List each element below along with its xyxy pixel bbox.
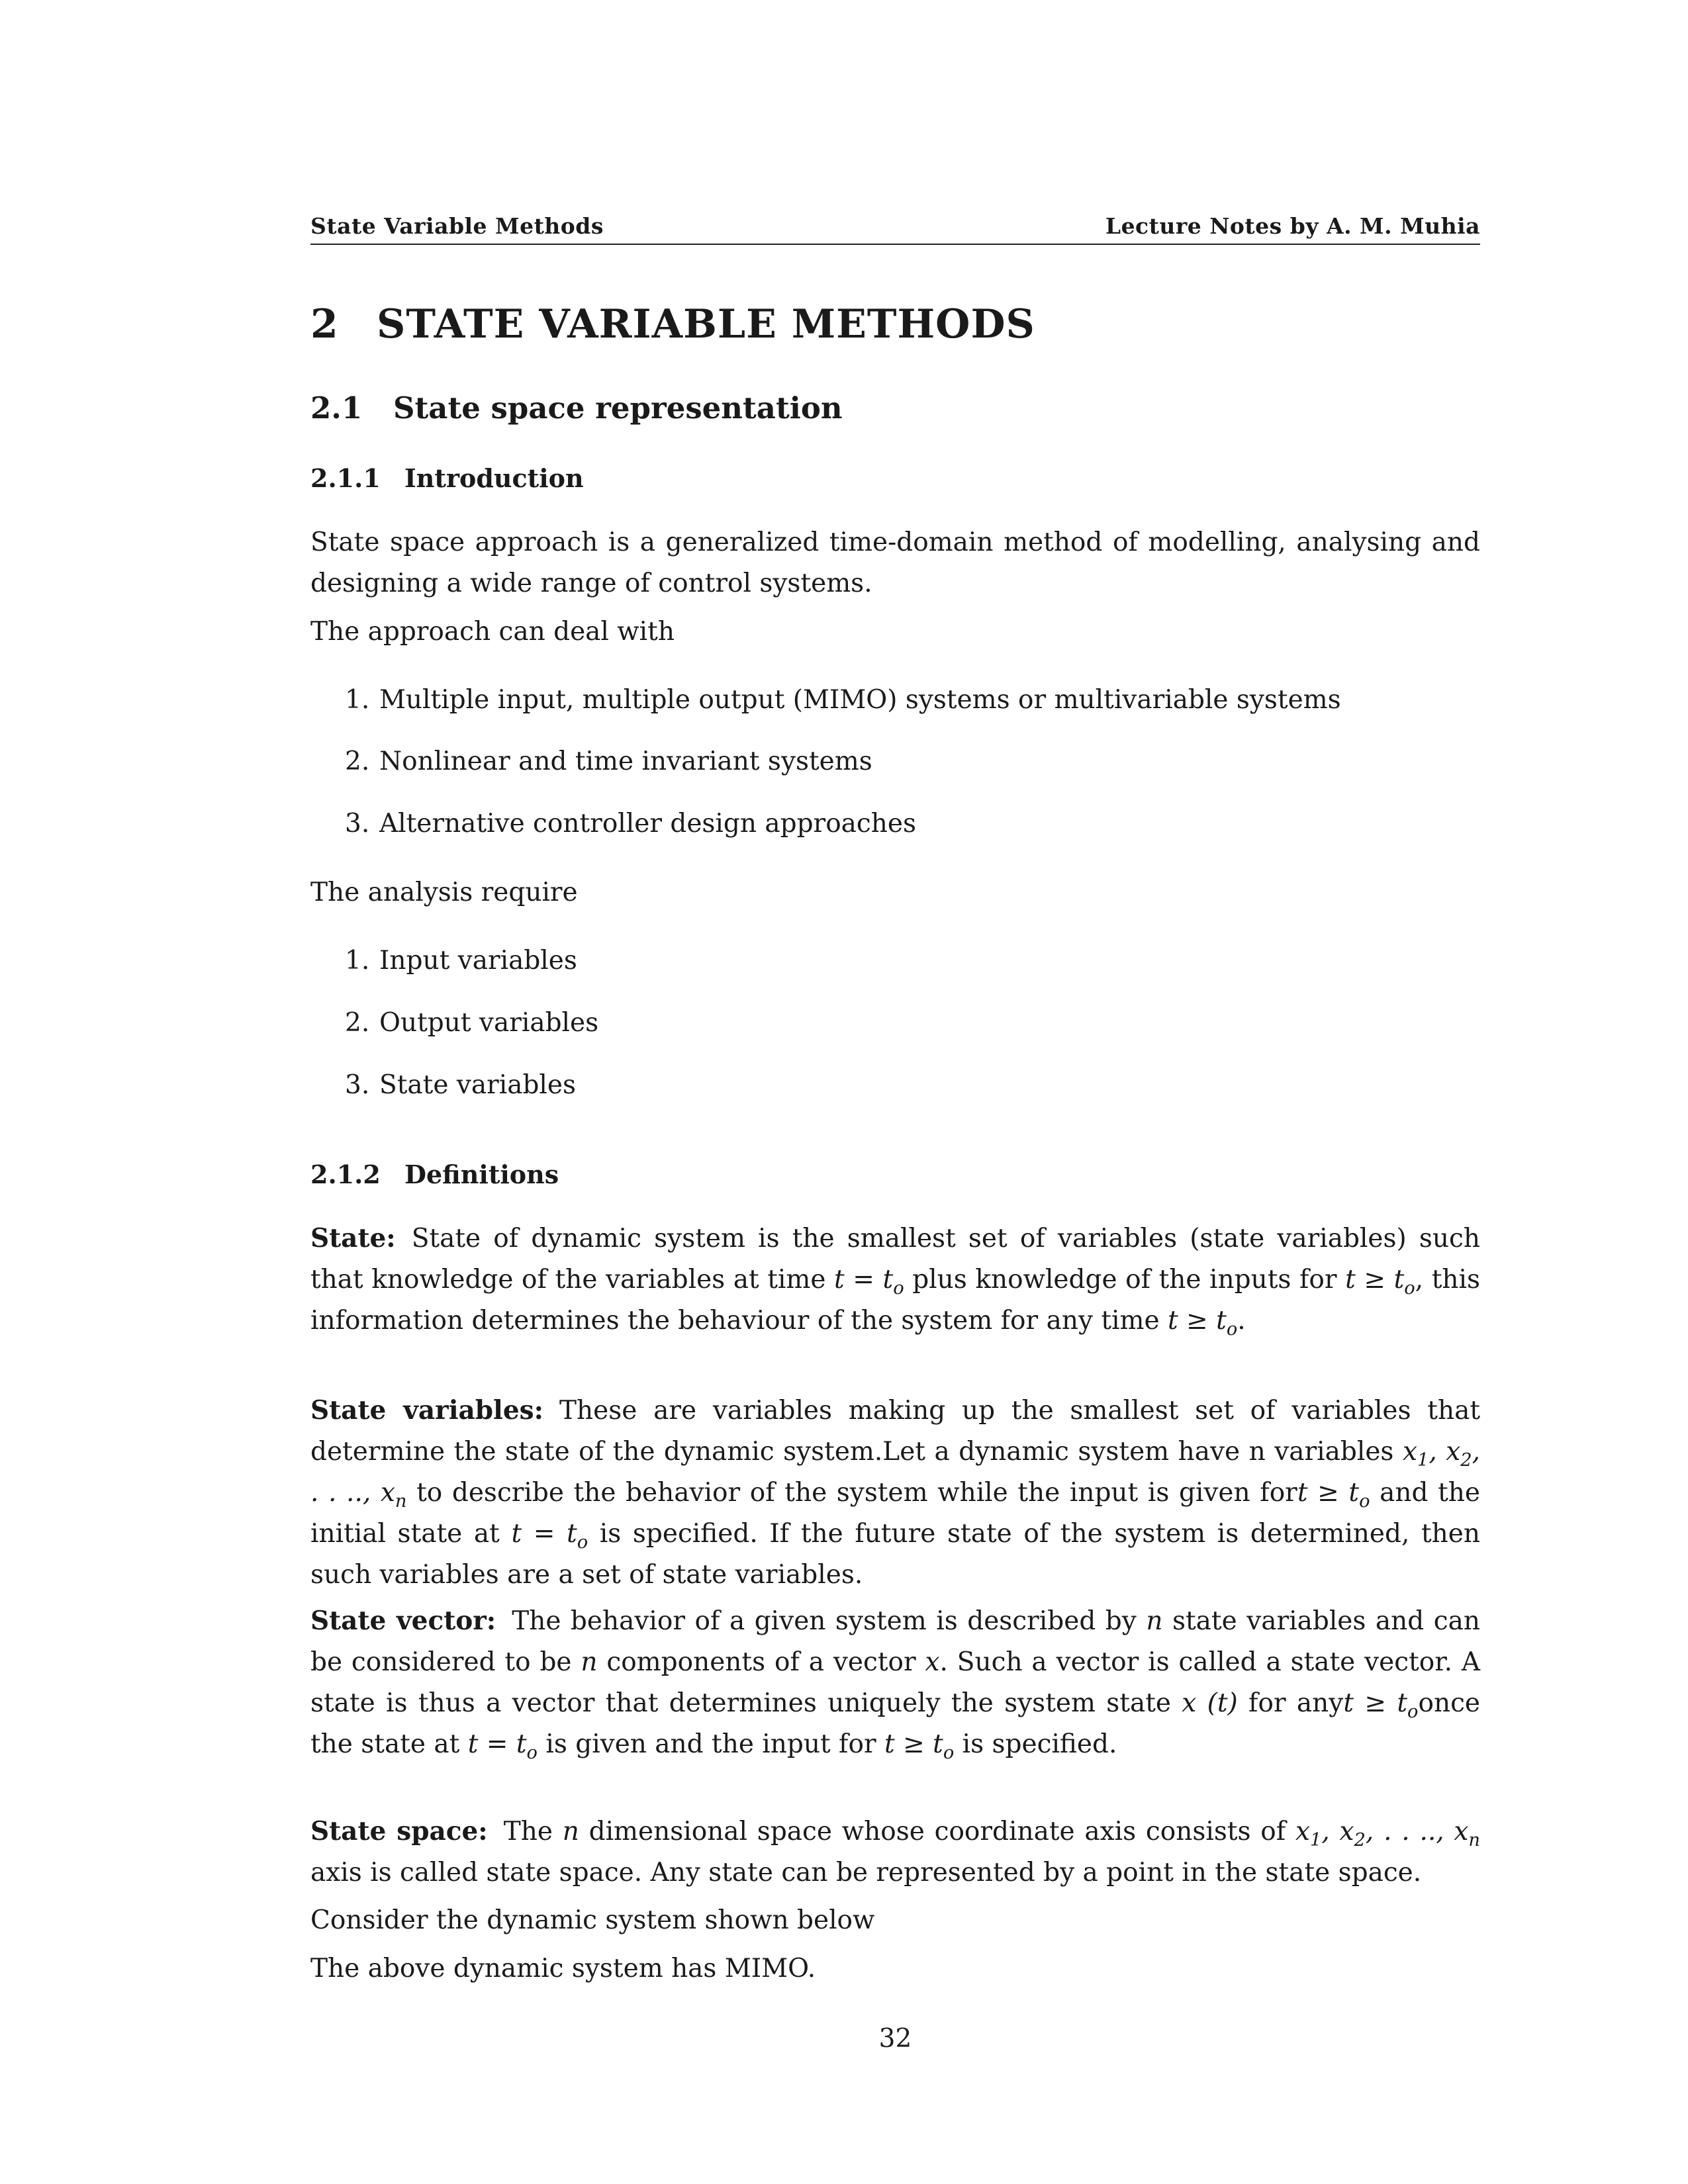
- introduction-heading: [310, 463, 584, 493]
- running-header: [310, 213, 1480, 245]
- list-marker: 2.: [345, 747, 370, 776]
- definition-text: to describe the behavior of the system while the input is given for: [406, 1478, 1297, 1508]
- definition-text: .: [1237, 1306, 1246, 1336]
- math-expression: $t \ge t_o$: [1297, 1478, 1370, 1512]
- closing-line-1: Consider the dynamic system shown below: [310, 1905, 875, 1935]
- definition-text: is specified. If the future state of the system is determined, then such variables are a set of state variables.: [310, 1519, 1480, 1590]
- list-text: State variables: [379, 1070, 576, 1100]
- math-expression: $t = t_o$: [511, 1519, 588, 1553]
- list-text: Multiple input, multiple output (MIMO) systems or multivariable systems: [379, 685, 1341, 715]
- definition-text: is given and the input for: [537, 1729, 884, 1759]
- definition-text: axis is called state space. Any state can be represented by a point in the state space.: [310, 1858, 1422, 1888]
- list-text: Alternative controller design approaches: [379, 809, 916, 839]
- definition-text: and the initial state at: [310, 1478, 1480, 1549]
- introduction-title: Introduction: [404, 463, 584, 493]
- definition-state: [310, 1218, 1480, 1342]
- list-marker: 1.: [345, 685, 370, 715]
- list-text: Nonlinear and time invariant systems: [379, 747, 872, 776]
- definition-text: State of dynamic system is the smallest set of variables (state variables) such that knowledge of the variables at time: [310, 1224, 1480, 1295]
- page-number: 32: [878, 2024, 912, 2054]
- math-expression: x (t): [1182, 1688, 1238, 1718]
- definition-state-space: [310, 1811, 1480, 1893]
- intro-paragraph-2: The approach can deal with: [310, 617, 675, 647]
- definitions-number: 2.1.2: [310, 1160, 381, 1189]
- math-expression: n: [1146, 1606, 1163, 1636]
- subsection-number: 2.1: [310, 390, 363, 426]
- definition-text: , this information determines the behaviour of the system for any time: [310, 1265, 1480, 1336]
- list-item: [345, 680, 1341, 721]
- definition-text: plus knowledge of the inputs for: [904, 1265, 1346, 1295]
- intro-paragraph-1: State space approach is a generalized time-domain method of modelling, analysing and designing a wide range of control systems.: [310, 527, 1480, 598]
- definitions-heading: [310, 1160, 559, 1189]
- math-expression: n: [581, 1647, 598, 1677]
- definition-text: state variables and can be considered to be: [310, 1606, 1480, 1677]
- math-expression: $t = t_o$: [467, 1729, 538, 1763]
- list-item: [345, 803, 916, 844]
- definition-text: once the state at: [310, 1688, 1480, 1759]
- definitions-title: Definitions: [404, 1160, 559, 1189]
- definition-text: is specified.: [954, 1729, 1117, 1759]
- definition-term: State vector:: [310, 1606, 496, 1636]
- definition-state-vector: [310, 1600, 1480, 1765]
- intro-paragraph-3: The analysis require: [310, 878, 578, 907]
- section-heading: [310, 301, 1035, 347]
- section-title: STATE VARIABLE METHODS: [377, 301, 1035, 347]
- definition-text: components of a vector: [597, 1647, 925, 1677]
- section-number: 2: [310, 301, 339, 347]
- list-marker: 3.: [345, 1070, 370, 1100]
- list-text: Input variables: [379, 946, 577, 976]
- definition-text: These are variables making up the smallest set of variables that determine the state of the dynamic system.Let a dynamic system have n variables: [310, 1396, 1480, 1467]
- definition-text: The: [503, 1817, 563, 1846]
- list-marker: 1.: [345, 946, 370, 976]
- math-expression: $t \ge t_o$: [1167, 1306, 1238, 1340]
- definition-text: The behavior of a given system is described by: [512, 1606, 1147, 1636]
- definition-text: for any: [1237, 1688, 1344, 1718]
- definition-term: State variables:: [310, 1395, 544, 1426]
- closing-line-2: The above dynamic system has MIMO.: [310, 1954, 816, 1983]
- list-text: Output variables: [379, 1008, 599, 1038]
- definition-text: dimensional space whose coordinate axis consists of: [579, 1817, 1295, 1846]
- math-expression: $x_1$, $x_2$, . . .., $x_n$: [310, 1437, 1480, 1512]
- math-expression: x: [925, 1647, 940, 1677]
- header-left: State Variable Methods: [310, 213, 604, 239]
- introduction-number: 2.1.1: [310, 463, 381, 493]
- math-expression: $t = t_o$: [834, 1265, 904, 1298]
- list-marker: 3.: [345, 809, 370, 839]
- list-item: [345, 1003, 598, 1044]
- list-marker: 2.: [345, 1008, 370, 1038]
- subsection-heading: [310, 390, 843, 426]
- list-item: [345, 741, 872, 782]
- page: [310, 0, 1480, 2184]
- subsection-title: State space representation: [393, 390, 843, 426]
- math-expression: $t \ge t_o$: [884, 1729, 955, 1763]
- header-right: Lecture Notes by A. M. Muhia: [1105, 213, 1480, 239]
- definition-term: State space:: [310, 1816, 488, 1846]
- math-expression: $t \ge t_o$: [1343, 1688, 1419, 1722]
- math-expression: $x_1$, $x_2$, . . .., $x_n$: [1295, 1817, 1481, 1850]
- definition-state-variables: [310, 1390, 1480, 1596]
- list-item: [345, 940, 577, 981]
- math-expression: $t \ge t_o$: [1345, 1265, 1415, 1298]
- definition-term: State:: [310, 1223, 396, 1253]
- list-item: [345, 1065, 576, 1106]
- math-expression: n: [562, 1817, 579, 1846]
- definition-text: . Such a vector is called a state vector. A state is thus a vector that determines uniquely the system state: [310, 1647, 1481, 1718]
